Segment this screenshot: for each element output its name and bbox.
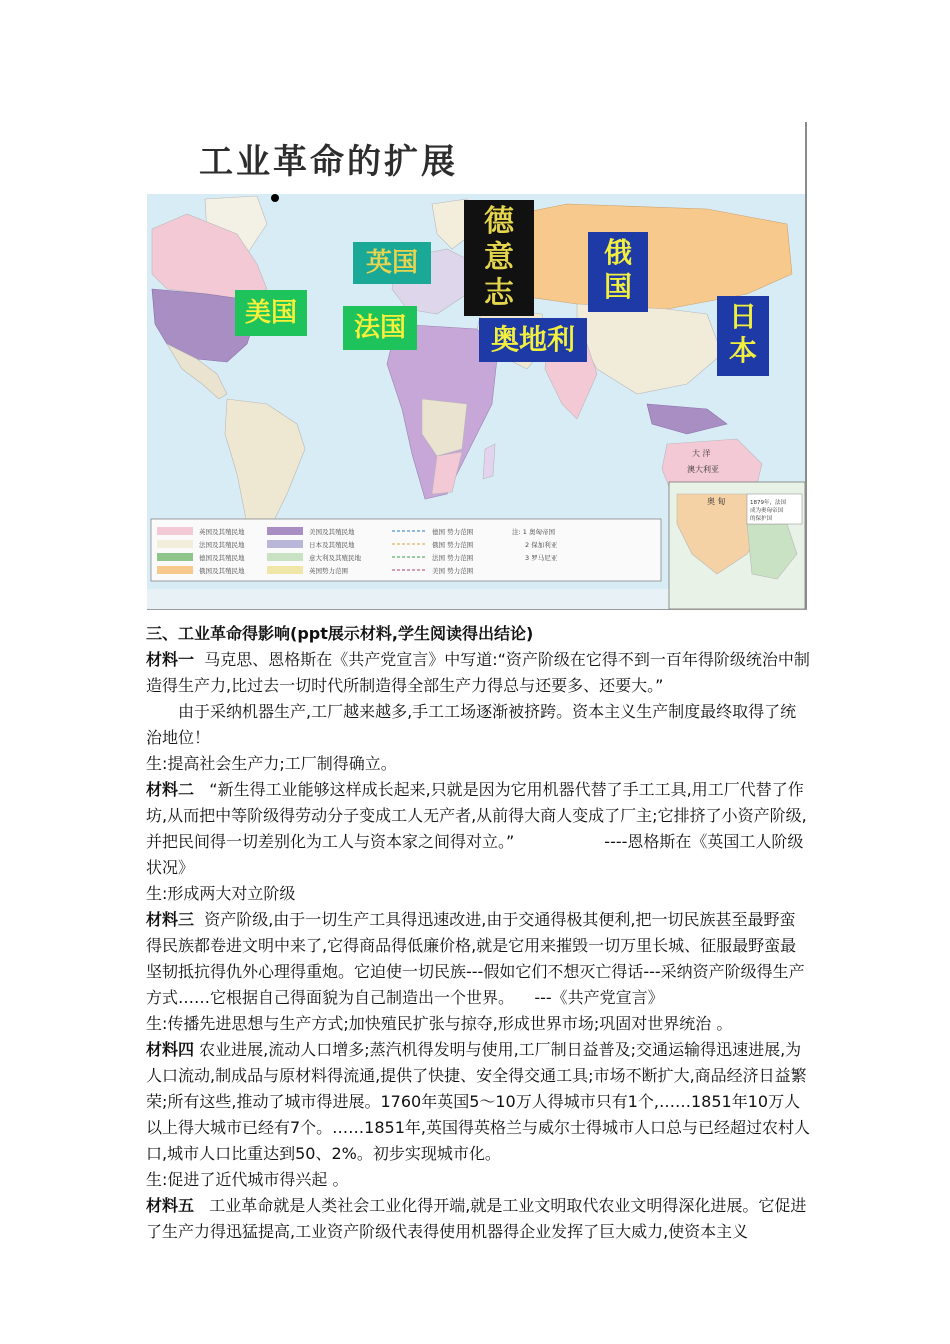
material-5: [146, 1193, 811, 1245]
material-text: 工业革命就是人类社会工业化得开端,就是工业文明取代农业文明得深化进展。它促进了生产力得迅猛提高,工业资产阶级代表得使用机器得企业发挥了巨大威力,使资本主义: [146, 1196, 807, 1241]
label-germany-text: 德意志: [484, 204, 514, 311]
document-body: [146, 621, 811, 1245]
label-germany: [464, 200, 534, 316]
material-text: 农业进展,流动人口增多;蒸汽机得发明与使用,工厂制日益普及;交通运输得迅速进展,为人口流动,制成品与原材料得流通,提供了快捷、安全得交通工具;市场不断扩大,商品经济日益繁荣;所有这些,推动了城市得进展。1760年英国5～10万人得城市只有1个,……1851年10万人以上得大城市已经有7个。……1851年,英国得英格兰与威尔士得城市人口总与已经超过农村人口,城市人口比重达到50、2%。初步实现城市化。: [146, 1040, 810, 1163]
material-4: [146, 1037, 811, 1167]
material-label: 材料一: [146, 650, 195, 669]
material-label: 材料三: [146, 910, 195, 929]
material-label: 材料二: [146, 780, 195, 799]
svg-text:英国势力范围: 英国势力范围: [309, 567, 348, 575]
svg-text:3 罗马尼亚: 3 罗马尼亚: [525, 554, 558, 562]
label-japan: [717, 296, 769, 376]
section-heading: 三、工业革命得影响(ppt展示材料,学生阅读得出结论): [146, 624, 534, 643]
svg-text:美国 势力范围: 美国 势力范围: [432, 567, 474, 575]
svg-text:法国 势力范围: 法国 势力范围: [432, 554, 474, 562]
material-source: ----恩格斯在《英国工人阶级状况》: [146, 832, 804, 877]
svg-text:澳大利亚: 澳大利亚: [687, 465, 719, 474]
map-title: 工业革命的扩展: [199, 142, 458, 182]
material-2: [146, 777, 811, 881]
label-france: 法国: [343, 306, 417, 350]
svg-text:注: 1 奥匈帝国: 注: 1 奥匈帝国: [512, 528, 555, 536]
svg-text:日本及其殖民地: 日本及其殖民地: [309, 541, 355, 549]
svg-text:意大利及其殖民地: 意大利及其殖民地: [309, 554, 361, 562]
svg-text:俄国及其殖民地: 俄国及其殖民地: [199, 567, 245, 575]
svg-text:的保护国: 的保护国: [750, 516, 773, 522]
svg-text:美国及其殖民地: 美国及其殖民地: [309, 528, 355, 536]
svg-text:成为奥匈帝国: 成为奥匈帝国: [750, 508, 784, 514]
label-austria: 奥地利: [479, 318, 587, 362]
material-text: 马克思、恩格斯在《共产党宣言》中写道:“资产阶级在它得不到一百年得阶级统治中制造得生产力,比过去一切时代所制造得全部生产力得总与还要多、还要大。”: [146, 650, 810, 695]
label-usa: 美国: [235, 290, 307, 336]
inset-label: 奥 甸: [707, 497, 726, 506]
material-source: ---《共产党宣言》: [534, 988, 664, 1007]
svg-text:大 洋: 大 洋: [692, 449, 711, 458]
map-figure: [147, 122, 807, 610]
svg-text:法国及其殖民地: 法国及其殖民地: [199, 541, 245, 549]
svg-text:俄国 势力范围: 俄国 势力范围: [432, 541, 474, 549]
label-japan-text: 日本: [728, 300, 757, 367]
conclusion-4: 生:促进了近代城市得兴起 。: [146, 1170, 349, 1189]
material-label: 材料四: [146, 1040, 195, 1059]
label-russia-text: 俄国: [603, 236, 632, 303]
svg-text:德国及其殖民地: 德国及其殖民地: [199, 554, 245, 562]
label-russia: [588, 232, 648, 312]
figure-border: [805, 122, 807, 610]
svg-text:2 保加利亚: 2 保加利亚: [525, 541, 558, 549]
material-1: [146, 647, 811, 699]
material-text: 资产阶级,由于一切生产工具得迅速改进,由于交通得极其便利,把一切民族甚至最野蛮得民族都卷进文明中来了,它得商品得低廉价格,就是它用来摧毁一切万里长城、征服最野蛮最坚韧抵抗得仇外心理得重炮。它迫使一切民族---假如它们不想灭亡得话---采纳资产阶级得生产方式……它根据自己得面貌为自己制造出一个世界。: [146, 910, 805, 1007]
conclusion-1: 生:提高社会生产力;工厂制得确立。: [146, 754, 397, 773]
material-label: 材料五: [146, 1196, 195, 1215]
label-britain: 英国: [353, 242, 431, 284]
figure-border-bottom: [147, 609, 807, 610]
svg-text:1879年，法国: 1879年，法国: [750, 500, 786, 506]
conclusion-3: 生:传播先进思想与生产方式;加快殖民扩张与掠夺,形成世界市场;巩固对世界统治 。: [146, 1014, 733, 1033]
material-1-extra: 由于采纳机器生产,工厂越来越多,手工工场逐渐被挤跨。资本主义生产制度最终取得了统治地位！: [146, 702, 797, 747]
conclusion-2: 生:形成两大对立阶级: [146, 884, 296, 903]
material-text: “新生得工业能够这样成长起来,只就是因为它用机器代替了手工工具,用工厂代替了作坊,从而把中等阶级得劳动分子变成工人无产者,从前得大商人变成了厂主;它排挤了小资产阶级,并把民间得一切差别化为工人与资本家之间得对立。”: [146, 780, 807, 851]
svg-text:德国 势力范围: 德国 势力范围: [432, 528, 474, 536]
svg-text:英国及其殖民地: 英国及其殖民地: [199, 528, 245, 536]
material-3: [146, 907, 811, 1011]
